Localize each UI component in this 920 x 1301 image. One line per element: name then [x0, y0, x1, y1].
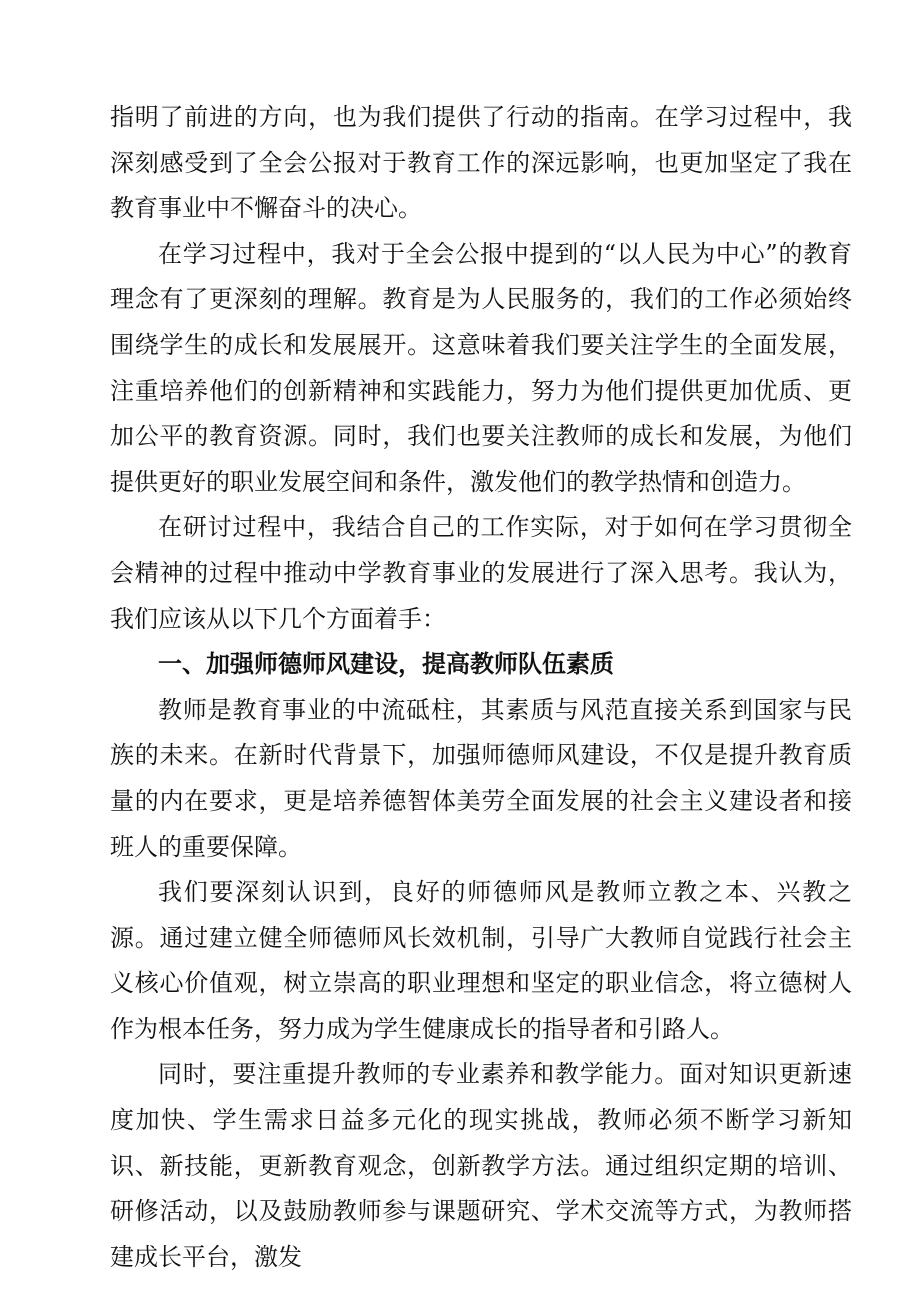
paragraph-professional-growth: 同时，要注重提升教师的专业素养和教学能力。面对知识更新速度加快、学生需求日益多元化的现实挑战，教师必须不断学习新知识、新技能，更新教育观念，创新教学方法。通过组织定期的培训、研修活动，以及鼓励教师参与课题研究、学术交流等方式，为教师搭建成长平台，激发: [110, 1060, 852, 1271]
document-body: [110, 95, 852, 1280]
section-heading: 一、加强师德师风建设，提高教师队伍素质: [158, 650, 614, 679]
paragraph-reflection: 在研讨过程中，我结合自己的工作实际，对于如何在学习贯彻全会精神的过程中推动中学教育事业的发展进行了深入思考。我认为，我们应该从以下几个方面着手：: [110, 513, 852, 633]
paragraph-teacher-importance: 教师是教育事业的中流砥柱，其素质与风范直接关系到国家与民族的未来。在新时代背景下，加强师德师风建设，不仅是提升教育质量的内在要求，更是培养德智体美劳全面发展的社会主义建设者和接班人的重要保障。: [110, 695, 852, 861]
paragraph-people-centered: 在学习过程中，我对于全会公报中提到的“以人民为中心”的教育理念有了更深刻的理解。教育是为人民服务的，我们的工作必须始终围绕学生的成长和发展展开。这意味着我们要关注学生的全面发展，注重培养他们的创新精神和实践能力，努力为他们提供更加优质、更加公平的教育资源。同时，我们也要关注教师的成长和发展，为他们提供更好的职业发展空间和条件，激发他们的教学热情和创造力。: [110, 239, 852, 496]
paragraph-continued: 指明了前进的方向，也为我们提供了行动的指南。在学习过程中，我深刻感受到了全会公报对于教育工作的深远影响，也更加坚定了我在教育事业中不懈奋斗的决心。: [110, 103, 852, 223]
paragraph-ethics-mechanism: 我们要深刻认识到，良好的师德师风是教师立教之本、兴教之源。通过建立健全师德师风长效机制，引导广大教师自觉践行社会主义核心价值观，树立崇高的职业理想和坚定的职业信念，将立德树人作为根本任务，努力成为学生健康成长的指导者和引路人。: [110, 878, 852, 1043]
